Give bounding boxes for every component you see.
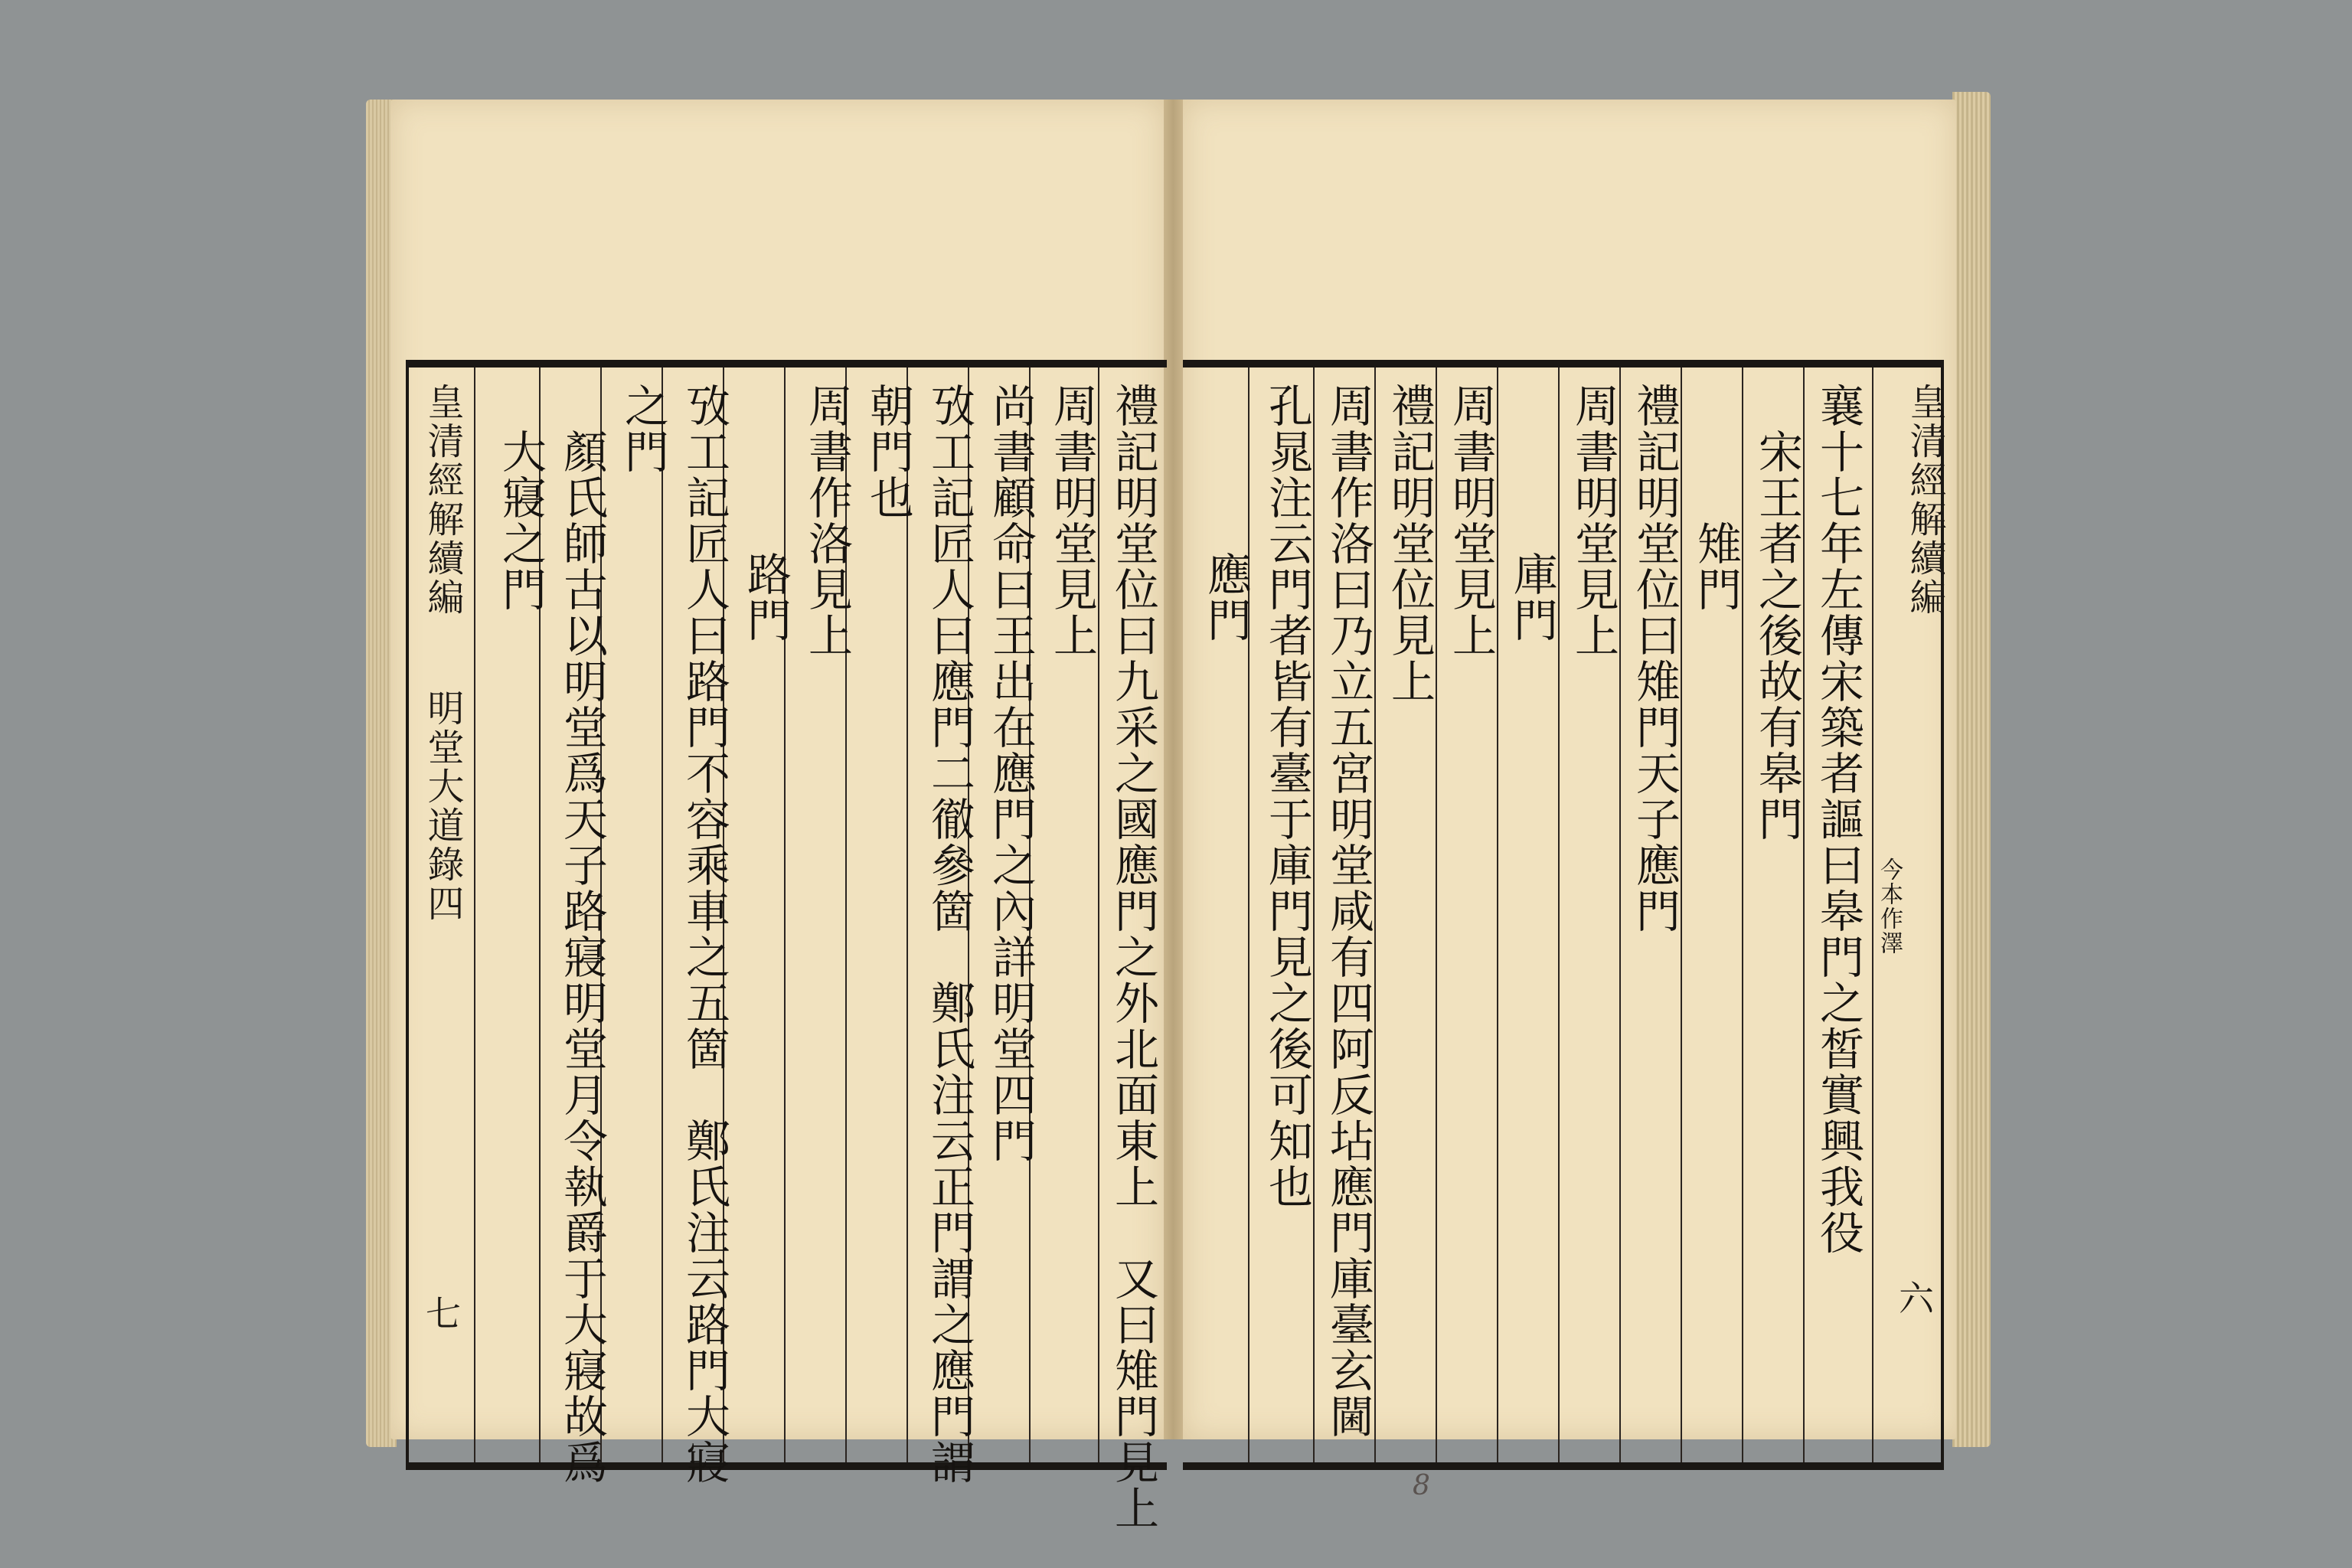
folio-number: 七 xyxy=(426,1293,461,1334)
text-column: 周書明堂見上 xyxy=(1046,383,1098,658)
text-column: 尚書顧命曰王出在應門之內詳明堂四門 xyxy=(985,383,1037,1164)
text-column: 路門 xyxy=(740,551,792,643)
text-column: 禮記明堂位曰雉門天子應門 xyxy=(1628,383,1681,934)
text-column: 禮記明堂位曰九采之國應門之外北面東上 又曰雉門見上 xyxy=(1107,383,1159,1531)
text-column: 孔晁注云門者皆有臺于庫門見之後可知也 xyxy=(1261,383,1313,1210)
right-page xyxy=(1183,100,1956,1501)
pencil-page-number: 8 xyxy=(1413,1470,1430,1501)
folio-number: 六 xyxy=(1899,1278,1934,1319)
page-header: 皇清經解續編 xyxy=(1903,383,1946,617)
left-page xyxy=(390,100,1164,1531)
text-column: 周書明堂見上 xyxy=(1567,383,1619,658)
text-column: 禮記明堂位見上 xyxy=(1383,383,1436,704)
text-column: 應門 xyxy=(1200,551,1252,643)
text-column: 周書作洛見上 xyxy=(801,383,853,658)
text-column: 周書作洛曰乃立五宮明堂咸有四阿反坫應門庫臺玄閫 xyxy=(1322,383,1374,1439)
text-column: 宋王者之後故有皋門 xyxy=(1751,429,1803,842)
open-book xyxy=(360,77,1991,1531)
text-column: 攷工記匠人曰應門二徹參箇 鄭氏注云正門謂之應門謂 xyxy=(923,383,975,1485)
text-column: 朝門也 xyxy=(862,383,914,521)
text-column: 之門 xyxy=(617,383,669,475)
text-column: 周書明堂見上 xyxy=(1445,383,1497,658)
section-title: 明堂大道錄四 xyxy=(421,689,464,923)
text-column: 大寢之門 xyxy=(495,429,547,612)
text-column: 攷工記匠人曰路門不容乘車之五箇 鄭氏注云路門大寢 xyxy=(678,383,730,1485)
inline-annotation: 今本作澤 xyxy=(1876,858,1903,956)
text-column: 顏氏師古以明堂爲天子路寢明堂月令執爵于大寢故爲 xyxy=(556,429,608,1485)
right-text-frame xyxy=(1183,360,1944,1470)
text-column: 雉門 xyxy=(1690,521,1742,612)
page-header: 皇清經解續編 xyxy=(421,383,464,617)
text-column: 襄十七年左傳宋築者謳曰皋門之皙實興我役 xyxy=(1812,383,1864,1256)
text-column: 庫門 xyxy=(1506,551,1558,643)
left-text-frame xyxy=(406,360,1167,1531)
page-stack-right xyxy=(1952,92,1991,1447)
